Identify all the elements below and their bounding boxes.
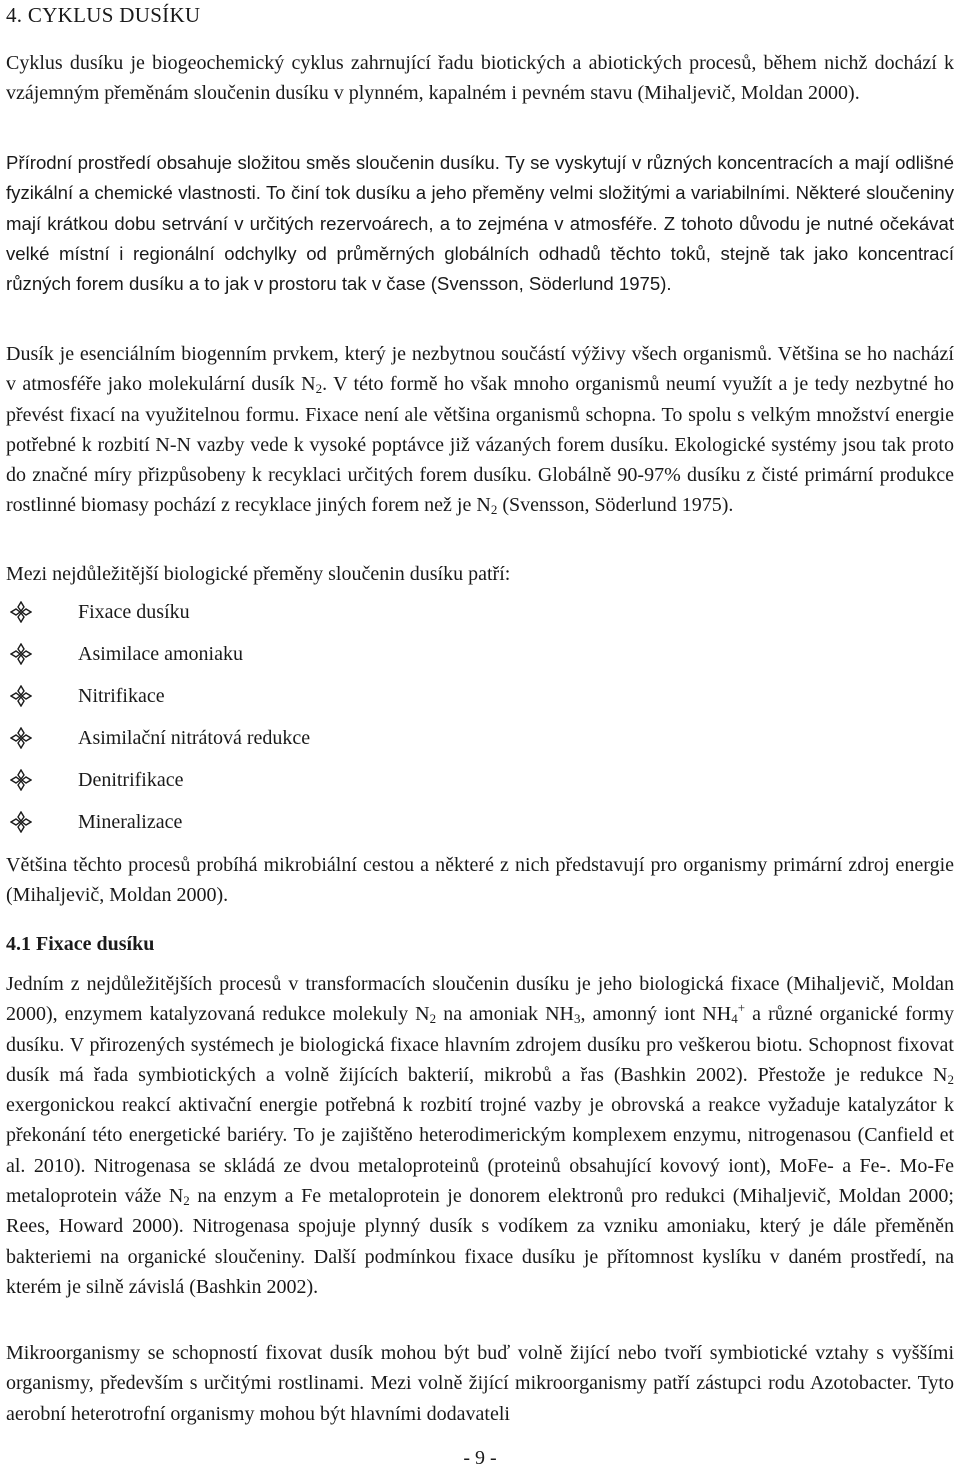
p3-subscript-2: 2 bbox=[490, 502, 498, 518]
list-item-label: Asimilace amoniaku bbox=[78, 643, 243, 665]
p5-text-b: na amoniak NH bbox=[436, 1003, 574, 1026]
p5-superscript: + bbox=[737, 1000, 746, 1016]
chapter-heading: 4. CYKLUS DUSÍKU bbox=[6, 3, 201, 27]
p3-text-a: Dusík je esenciálním biogenním prvkem, který je nezbytnou součástí výživy všech organismů. Většina se ho nachází v atmosféře jako molekulární dusík N bbox=[6, 343, 954, 396]
list-item bbox=[10, 681, 310, 723]
p5-text-c: , amonný iont NH bbox=[580, 1003, 732, 1026]
list-item-label: Denitrifikace bbox=[78, 769, 184, 791]
p5-text-d: a různé organické formy dusíku. V přirozených systémech je biologická fixace hlavním zdrojem dusíku pro veškerou biotu. Schopnost fixovat dusík má řada symbiotických a volně žijících bakterií, mikrobů a řas (Bashkin 2002). Přestože je redukce N bbox=[6, 1003, 955, 1086]
paragraph-fixation bbox=[6, 969, 954, 1302]
list-intro: Mezi nejdůležitější biologické přeměny sloučenin dusíku patří: bbox=[6, 563, 511, 585]
diamond-bullet-icon bbox=[10, 685, 32, 707]
paragraph-environment: Přírodní prostředí obsahuje složitou směs sloučenin dusíku. Ty se vyskytují v různých koncentracích a mají odlišné fyzikální a chemické vlastnosti. To činí tok dusíku a jeho přeměny velmi složitými a variabilními. Některé sloučeniny mají krátkou dobu setrvání v určitých rezervoárech, a to zejména v atmosféře. Z tohoto důvodu je nutné očekávat velké místní i regionální odchylky od průměrných globálních odhadů těchto toků, stejně tak jako koncentrací různých forem dusíku a to jak v prostoru tak v čase (Svensson, Söderlund 1975). bbox=[6, 152, 954, 295]
diamond-bullet-icon bbox=[10, 643, 32, 665]
list-item bbox=[10, 639, 310, 681]
diamond-bullet-icon bbox=[10, 769, 32, 791]
page-number: - 9 - bbox=[463, 1447, 497, 1469]
list-item-label: Fixace dusíku bbox=[78, 601, 190, 623]
paragraph-nitrogen-essential bbox=[6, 339, 954, 521]
list-item bbox=[10, 807, 310, 849]
list-item-label: Nitrifikace bbox=[78, 685, 165, 707]
p5-subscript: 4 bbox=[731, 1011, 738, 1027]
paragraph-intro: Cyklus dusíku je biogeochemický cyklus zahrnující řadu biotických a abiotických procesů, během nichž dochází k vzájemným přeměnám sloučenin dusíku v plynném, kapalném i pevném stavu (Mihaljevič, Moldan 2000). bbox=[6, 52, 954, 105]
p5-subscript: 2 bbox=[183, 1193, 190, 1209]
paragraph-microorganisms: Mikroorganismy se schopností fixovat dusík mohou být buď volně žijící nebo tvoří symbiotické vztahy s vyššími organismy, především s určitými rostlinami. Mezi volně žijící mikroorganismy patří zástupci rodu Azotobacter. Tyto aerobní heterotrofní organismy mohou být hlavními dodavateli bbox=[6, 1342, 954, 1425]
p5-subscript: 3 bbox=[574, 1011, 581, 1027]
p5-text-e: exergonickou reakcí aktivační energie potřebná k rozbití trojné vazby je obrovská a reakce vyžaduje katalyzátor k překonání této energetické bariéry. To je zajištěno heterodimerickým komplexem enzymu, nitrogenasou (Canfield et al. 2010). Nitrogenasa se skládá ze dvou metaloproteinů (proteinů obsahující kovový iont), MoFe- a Fe-. Mo-Fe metaloprotein váže N bbox=[6, 1094, 954, 1208]
list-item-label: Mineralizace bbox=[78, 811, 183, 833]
paragraph-microbial: Většina těchto procesů probíhá mikrobiální cestou a některé z nich představují pro organismy primární zdroj energie (Mihaljevič, Moldan 2000). bbox=[6, 854, 954, 907]
p3-text-c: (Svensson, Söderlund 1975). bbox=[497, 494, 734, 517]
diamond-bullet-icon bbox=[10, 727, 32, 749]
diamond-bullet-icon bbox=[10, 811, 32, 833]
p3-subscript-1: 2 bbox=[315, 381, 323, 397]
p5-text-f: na enzym a Fe metaloprotein je donorem elektronů pro redukci (Mihaljevič, Moldan 2000; Rees, Howard 2000). Nitrogenasa spojuje plynný dusík s vodíkem za vzniku amoniaku, který je dále přeměněn bakteriemi na organické sloučeniny. Další podmínkou fixace dusíku je přítomnost kyslíku v daném prostředí, na kterém je silně závislá (Bashkin 2002). bbox=[6, 1185, 954, 1298]
list-item bbox=[10, 597, 310, 639]
p3-text-b: . V této formě ho však mnoho organismů neumí využít a je tedy nezbytné ho převést fixací na využitelnou formu. Fixace není ale většina organismů schopna. To spolu s velkým množství energie potřebné k rozbití N-N vazby vede k vysoké poptávce již vázaných forem dusíku. Ekologické systémy jsou tak proto do značné míry přizpůsobeny k recyklaci určitých forem dusíku. Globálně 90-97% dusíku z čisté primární produkce rostlinné biomasy pochází z recyklace jiných forem než je N bbox=[6, 373, 954, 517]
list-item bbox=[10, 765, 310, 807]
diamond-bullet-icon bbox=[10, 601, 32, 623]
section-heading: 4.1 Fixace dusíku bbox=[6, 933, 155, 955]
list-item bbox=[10, 723, 310, 765]
p5-text-a: Jedním z nejdůležitějších procesů v transformacích sloučenin dusíku je jeho biologická fixace (Mihaljevič, Moldan 2000), enzymem katalyzovaná redukce molekuly N bbox=[6, 973, 954, 1026]
p5-subscript: 2 bbox=[429, 1011, 437, 1027]
list-item-label: Asimilační nitrátová redukce bbox=[78, 727, 311, 749]
p5-subscript: 2 bbox=[947, 1071, 954, 1087]
processes-list bbox=[10, 597, 310, 849]
